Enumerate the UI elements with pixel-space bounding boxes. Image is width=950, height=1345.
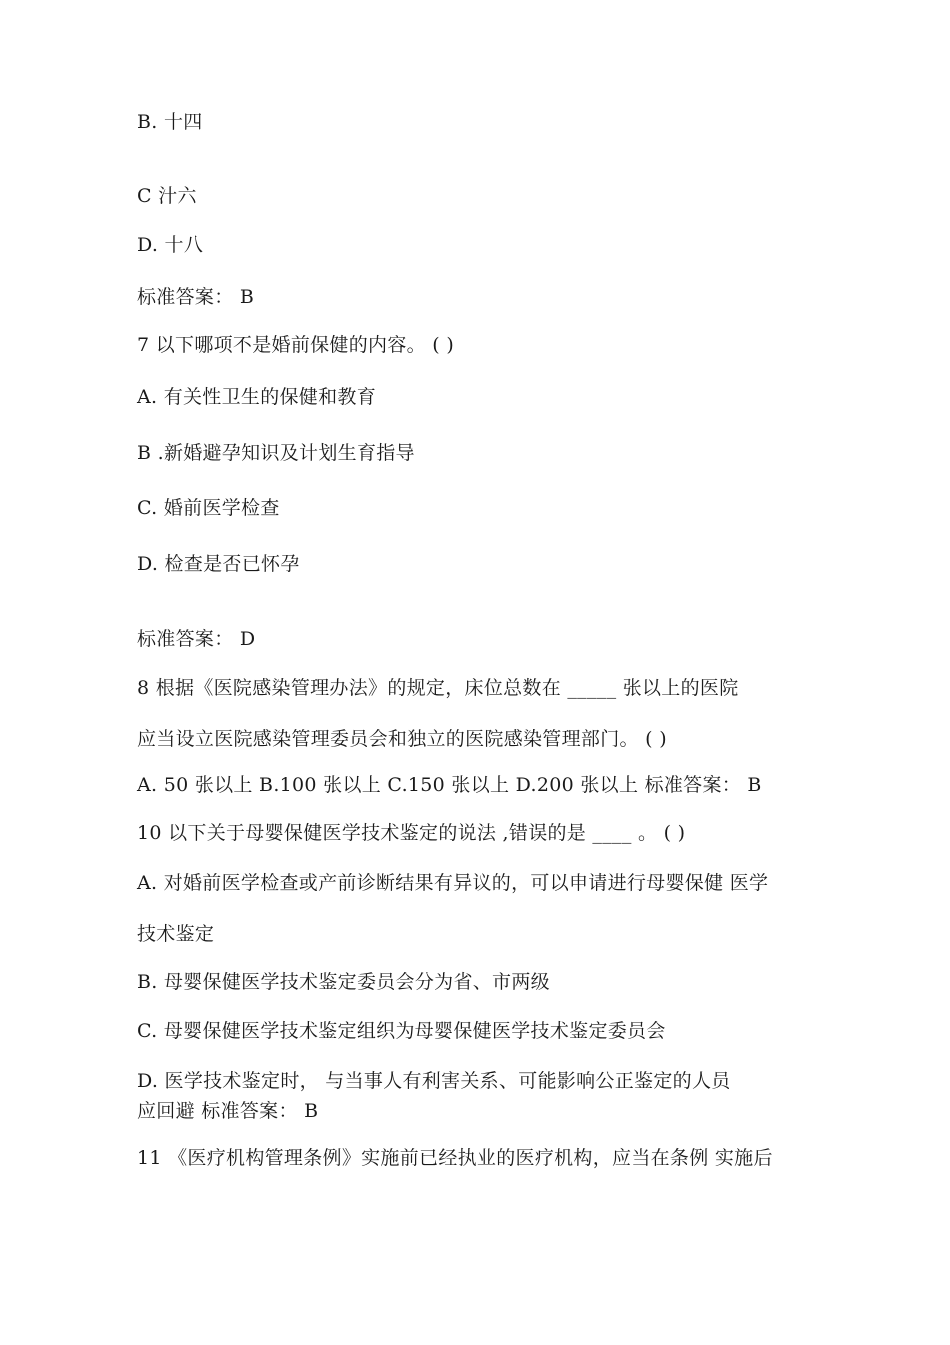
q7-answer: 标准答案： D xyxy=(137,628,256,650)
option-b-line: B. 十四 xyxy=(137,111,203,133)
q7-option-d: D. 检查是否已怀孕 xyxy=(137,553,300,575)
q7-option-b: B .新婚避孕知识及计划生育指导 xyxy=(137,442,415,464)
option-c-line: C 汁六 xyxy=(137,185,197,207)
q10-option-c: C. 母婴保健医学技术鉴定组织为母婴保健医学技术鉴定委员会 xyxy=(137,1020,666,1042)
q10-option-a: A. 对婚前医学检查或产前诊断结果有异议的，可以申请进行母婴保健 医学 xyxy=(137,872,769,894)
question-8-cont: 应当设立医院感染管理委员会和独立的医院感染管理部门。 ( ) xyxy=(137,728,667,750)
q8-options-answer: A. 50 张以上 B.100 张以上 C.150 张以上 D.200 张以上 标准答案： B xyxy=(137,774,762,796)
q7-option-c: C. 婚前医学检查 xyxy=(137,497,280,519)
question-11: 11 《医疗机构管理条例》实施前已经执业的医疗机构，应当在条例 实施后 xyxy=(137,1147,773,1169)
q10-option-a-cont: 技术鉴定 xyxy=(137,923,215,945)
question-10: 10 以下关于母婴保健医学技术鉴定的说法 ,错误的是 ____ 。 ( ) xyxy=(137,822,686,844)
question-7: 7 以下哪项不是婚前保健的内容。 ( ) xyxy=(137,334,455,356)
q10-option-d: D. 医学技术鉴定时， 与当事人有利害关系、可能影响公正鉴定的人员 xyxy=(137,1070,731,1092)
option-d-line: D. 十八 xyxy=(137,234,204,256)
q7-option-a: A. 有关性卫生的保健和教育 xyxy=(137,386,377,408)
question-8: 8 根据《医院感染管理办法》的规定，床位总数在 _____ 张以上的医院 xyxy=(137,677,739,699)
answer-line: 标准答案： B xyxy=(137,286,255,308)
q10-option-d-answer: 应回避 标准答案： B xyxy=(137,1100,319,1122)
q10-option-b: B. 母婴保健医学技术鉴定委员会分为省、市两级 xyxy=(137,971,550,993)
